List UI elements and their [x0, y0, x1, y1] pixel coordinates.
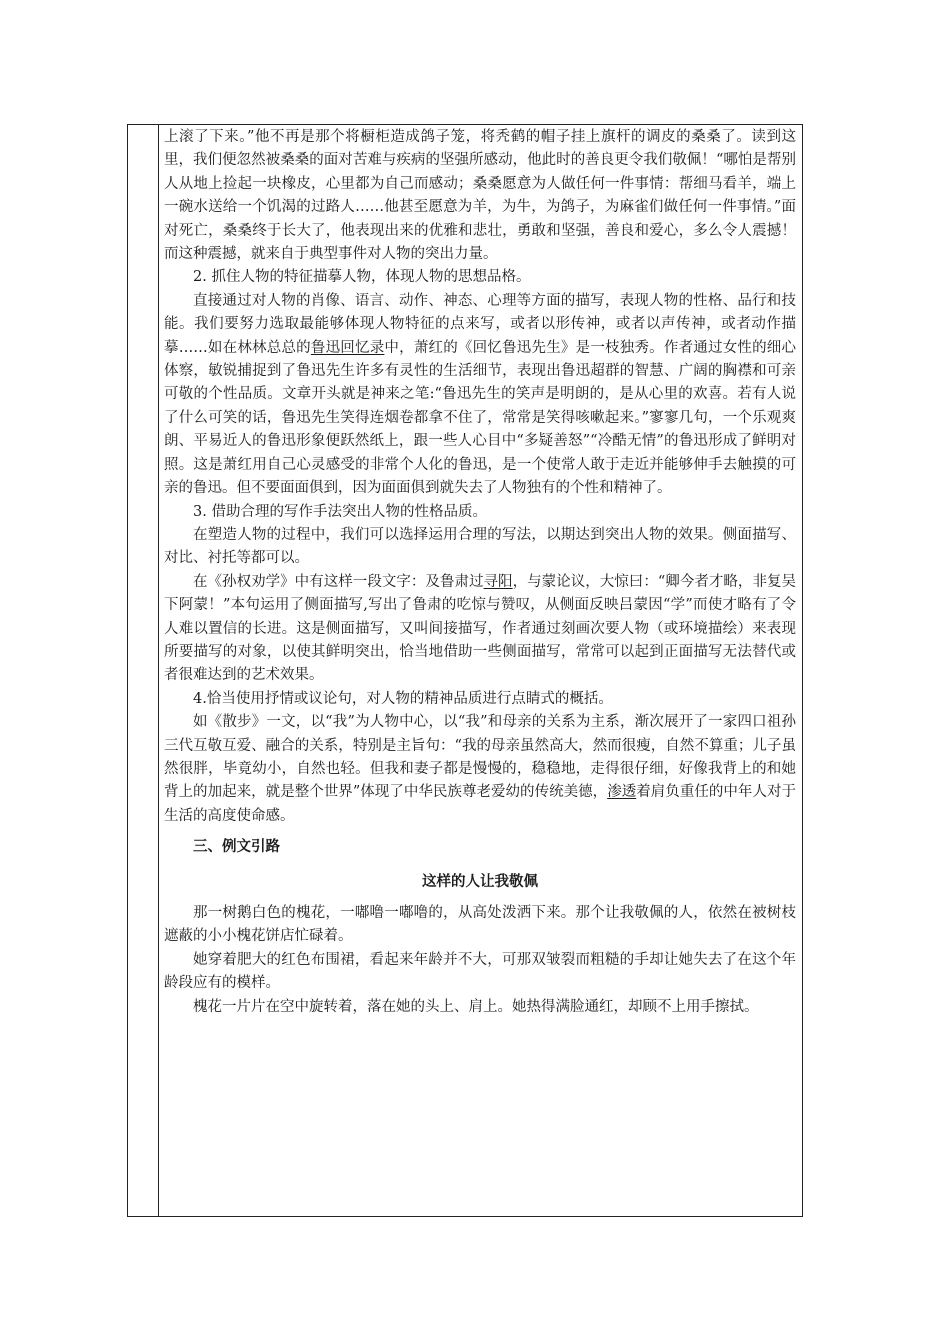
paragraph-sangsang: 上滚了下来。”他不再是那个将橱柜造成鸽子笼，将秃鹤的帽子挂上旗杆的调皮的桑桑了。读到这里，我们便忽然被桑桑的面对苦难与疾病的坚强所感动，他此时的善良更令我们敬佩！“哪怕是帮别人从地上捡起一块橡皮，心里都为自己而感动；桑桑愿意为人做任何一件事情：帮细马看羊，端上一碗水送给一个饥渴的过路人……他甚至愿意为羊，为牛，为鸽子，为麻雀们做任何一件事情。”面对死亡，桑桑终于长大了，他表现出来的优雅和悲壮，勇敢和坚强，善良和爱心，多么令人震撼！而这种震撼，就来自于典型事件对人物的突出力量。 [164, 129, 796, 263]
underlined-term: 渗透 [607, 784, 637, 801]
point-3-heading: 3. 借助合理的写作手法突出人物的性格品质。 [193, 503, 487, 520]
paragraph-sunquan: 在《孙权劝学》中有这样一段文字：及鲁肃过寻阳，与蒙论议，大惊曰：“卿今者才略，非复吴下阿蒙！”本句运用了侧面描写,写出了鲁肃的吃惊与赞叹，从侧面反映吕蒙因“学”而使才略有了令人难以置信的长进。这是侧面描写，又叫间接描写，作者通过刻画次要人物（或环境描绘）来表现所要描写的对象，以使其鲜明突出，恰当地借助一些侧面描写，常常可以起到正面描写无法替代或者很难达到的艺术效果。 [164, 573, 797, 684]
point-2-heading: 2. 抓住人物的特征描摹人物，体现人物的思想品格。 [193, 269, 531, 286]
essay-paragraph-2: 她穿着肥大的红色布围裙，看起来年龄并不大，可那双皱裂而粗糙的手却让她失去了在这个年龄段应有的模样。 [164, 951, 796, 992]
content-cell [164, 126, 796, 1019]
paragraph-luxun: 直接通过对人物的肖像、语言、动作、神态、心理等方面的描写，表现人物的性格、品行和技能。我们要努力选取最能够体现人物特征的点来写，或者以形传神，或者以声传神，或者动作描摹……如在林林总总的鲁迅回忆录中，萧红的《回忆鲁迅先生》是一枝独秀。作者通过女性的细心体察，敏锐捕捉到了鲁迅先生许多有灵性的生活细节，表现出鲁迅超群的智慧、广阔的胸襟和可亲可敬的个性品质。文章开头就是神来之笔:“鲁迅先生的笑声是明朗的，是从心里的欢喜。若有人说了什么可笑的话，鲁迅先生笑得连烟卷都拿不住了，常常是笑得咳嗽起来。”寥寥几句，一个乐观爽朗、平易近人的鲁迅形象便跃然纸上，跟一些人心目中“多疑善怒”“冷酷无情”的鲁迅形成了鲜明对照。这是萧红用自己心灵感受的非常个人化的鲁迅，是一个使常人敢于走近并能够伸手去触摸的可亲的鲁迅。但不要面面俱到，因为面面俱到就失去了人物独有的个性和精神了。 [164, 292, 797, 497]
paragraph-sanbu: 如《散步》一文，以“我”为人物中心，以“我”和母亲的关系为主系，渐次展开了一家四口祖孙三代互敬互爱、融合的关系，特别是主旨句：“我的母亲虽然高大，然而很瘦，自然不算重；儿子虽然很胖，毕竟幼小，自然也轻。但我和妻子都是慢慢的，稳稳地，走得很仔细，好像我背上的和她背上的加起来，就是整个世界”体现了中华民族尊老爱幼的传统美德，渗透着肩负重任的中年人对于生活的高度使命感。 [164, 714, 796, 824]
underlined-term: 鲁迅回忆录 [310, 339, 385, 356]
underlined-term: 寻阳 [483, 573, 513, 590]
essay-paragraph-1: 那一树鹅白色的槐花，一嘟噜一嘟噜的，从高处泼洒下来。那个让我敬佩的人，依然在被树枝遮蔽的小小槐花饼店忙碌着。 [164, 905, 796, 945]
document-table [127, 124, 803, 1217]
essay-title: 这样的人让我敬佩 [422, 873, 538, 890]
essay-paragraph-3: 槐花一片片在空中旋转着，落在她的头上、肩上。她热得满脸通红，却顾不上用手擦拭。 [193, 998, 759, 1015]
section-heading: 三、例文引路 [193, 839, 280, 856]
left-column [128, 125, 159, 1216]
point-4-heading: 4.恰当使用抒情或议论句，对人物的精神品质进行点睛式的概括。 [193, 690, 613, 707]
paragraph-technique: 在塑造人物的过程中，我们可以选择运用合理的写法，以期达到突出人物的效果。侧面描写、对比、衬托等都可以。 [164, 526, 796, 567]
